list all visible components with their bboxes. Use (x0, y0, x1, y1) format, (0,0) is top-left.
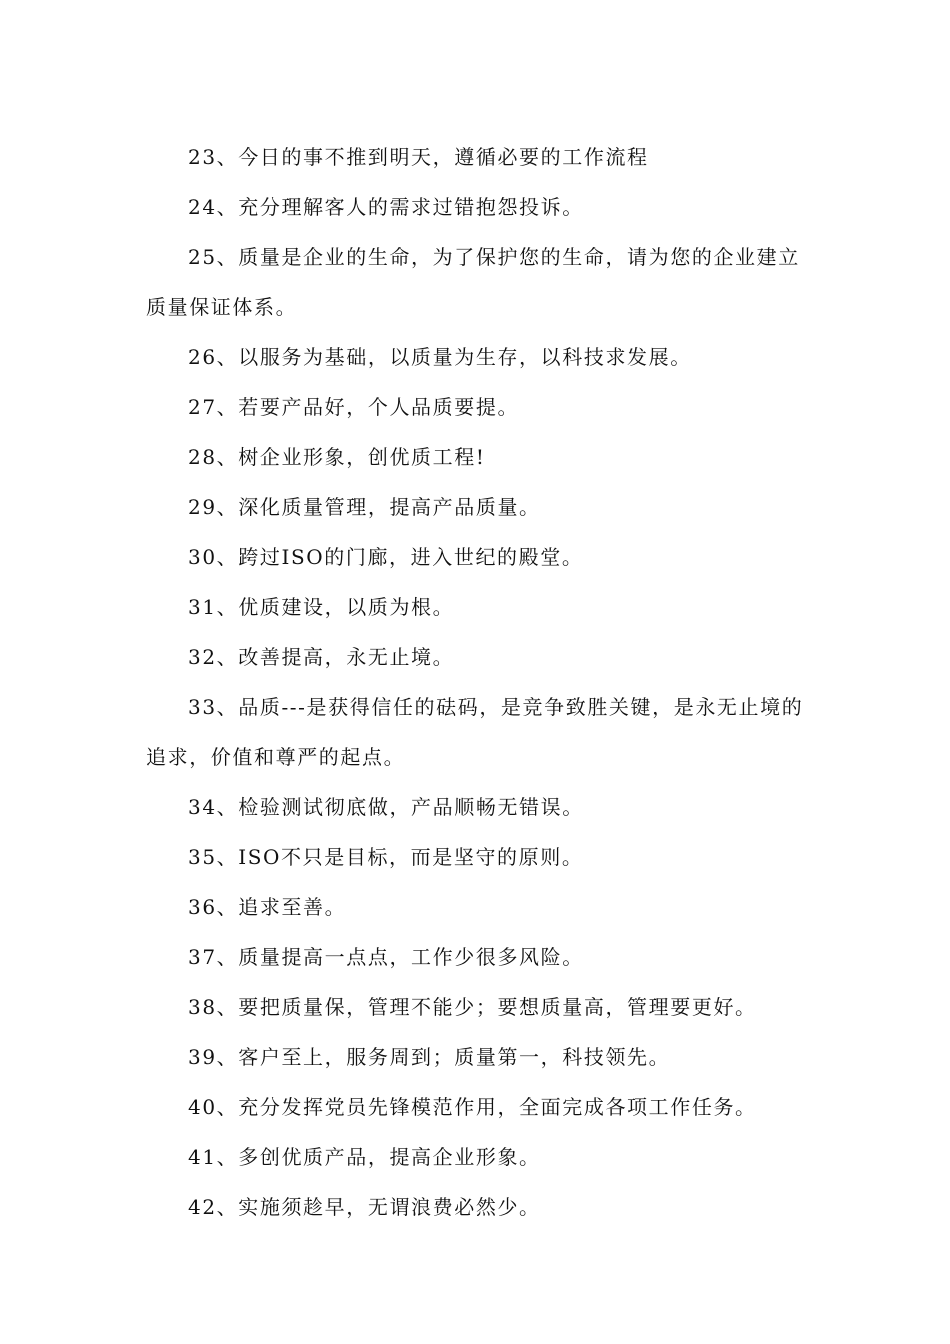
list-item: 34、检验测试彻底做，产品顺畅无错误。 (188, 795, 584, 819)
list-item: 38、要把质量保，管理不能少；要想质量高，管理要更好。 (188, 995, 757, 1019)
list-item: 28、树企业形象，创优质工程! (188, 445, 486, 469)
list-item: 40、充分发挥党员先锋模范作用，全面完成各项工作任务。 (188, 1095, 757, 1119)
list-item: 26、以服务为基础，以质量为生存，以科技求发展。 (188, 345, 692, 369)
list-item: 37、质量提高一点点，工作少很多风险。 (188, 945, 584, 969)
list-item: 41、多创优质产品，提高企业形象。 (188, 1145, 541, 1169)
list-item: 30、跨过ISO的门廊，进入世纪的殿堂。 (188, 545, 584, 569)
list-item: 23、今日的事不推到明天，遵循必要的工作流程 (188, 145, 649, 169)
list-item: 27、若要产品好，个人品质要提。 (188, 395, 520, 419)
list-item: 39、客户至上，服务周到；质量第一，科技领先。 (188, 1045, 671, 1069)
list-item: 33、品质---是获得信任的砝码，是竞争致胜关键，是永无止境的追求，价值和尊严的起点。 (146, 695, 804, 769)
list-item: 24、充分理解客人的需求过错抱怨投诉。 (188, 195, 584, 219)
list-item: 42、实施须趁早，无谓浪费必然少。 (188, 1195, 541, 1219)
list-item: 31、优质建设，以质为根。 (188, 595, 455, 619)
slogan-list (146, 132, 810, 1232)
list-item: 36、追求至善。 (188, 895, 347, 919)
list-item: 35、ISO不只是目标，而是坚守的原则。 (188, 845, 584, 869)
list-item: 29、深化质量管理，提高产品质量。 (188, 495, 541, 519)
list-item: 25、质量是企业的生命，为了保护您的生命，请为您的企业建立质量保证体系。 (146, 245, 800, 319)
list-item: 32、改善提高，永无止境。 (188, 645, 455, 669)
